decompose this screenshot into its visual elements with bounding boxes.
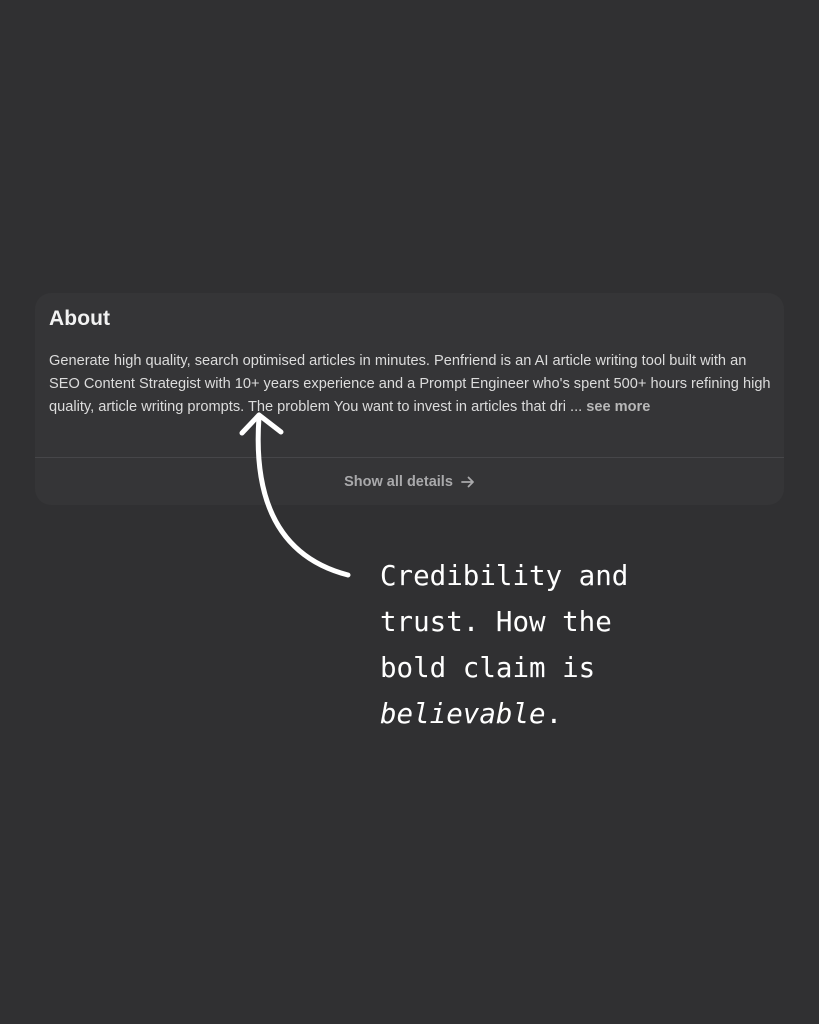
see-more-link[interactable]: see more <box>586 399 651 415</box>
arrow-right-icon <box>461 476 475 488</box>
about-description-text: Generate high quality, search optimised articles in minutes. Penfriend is an AI article writing tool built with an SEO Content Strategist with 10+ years experience and a Prompt Engineer who's spent 500+ hours refining high quality, article writing prompts. The problem You want to invest in articles that dri ... <box>49 353 771 415</box>
about-title: About <box>49 307 111 330</box>
annotation-line-3: bold claim is <box>380 652 596 684</box>
annotation-line-1: Credibility and <box>380 560 629 592</box>
about-description <box>49 350 773 419</box>
show-all-details-label: Show all details <box>344 473 453 490</box>
curved-arrow-icon <box>230 395 370 595</box>
annotation-line-2: trust. How the <box>380 606 612 638</box>
annotation-period: . <box>545 698 563 730</box>
annotation-text <box>380 553 800 737</box>
annotation-line-4 <box>380 691 800 737</box>
about-card <box>35 293 784 505</box>
annotation-emphasis: believable <box>380 698 546 730</box>
show-all-details-button[interactable] <box>35 458 784 505</box>
